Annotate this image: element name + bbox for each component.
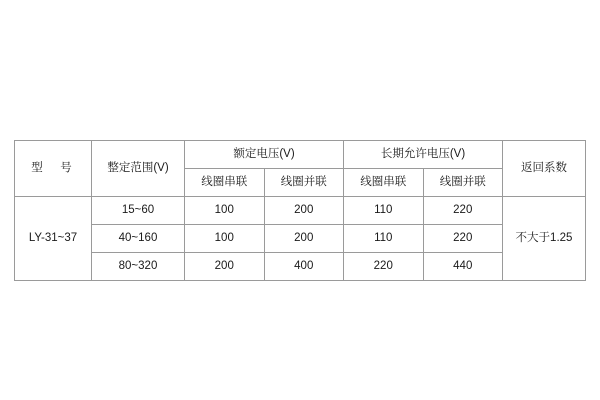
header-rated-series: 线圈串联 xyxy=(185,169,265,197)
cell-long-series-2: 220 xyxy=(344,253,424,281)
cell-rated-series-1: 100 xyxy=(185,225,265,253)
cell-model-value: LY-31~37 xyxy=(15,197,92,281)
cell-range-2: 80~320 xyxy=(92,253,185,281)
spec-table xyxy=(14,140,586,281)
cell-range-0: 15~60 xyxy=(92,197,185,225)
header-long-series: 线圈串联 xyxy=(344,169,424,197)
cell-rated-parallel-0: 200 xyxy=(264,197,344,225)
cell-long-series-1: 110 xyxy=(344,225,424,253)
header-rated-voltage: 额定电压(V) xyxy=(185,141,344,169)
header-return-coefficient: 返回系数 xyxy=(503,141,586,197)
cell-rated-parallel-2: 400 xyxy=(264,253,344,281)
cell-range-1: 40~160 xyxy=(92,225,185,253)
table-row xyxy=(15,253,586,281)
header-rated-parallel: 线圈并联 xyxy=(264,169,344,197)
cell-long-parallel-1: 220 xyxy=(423,225,503,253)
table-row xyxy=(15,197,586,225)
header-long-term-voltage: 长期允许电压(V) xyxy=(344,141,503,169)
table-row xyxy=(15,225,586,253)
spec-table-container xyxy=(14,140,586,281)
cell-long-series-0: 110 xyxy=(344,197,424,225)
header-long-parallel: 线圈并联 xyxy=(423,169,503,197)
cell-return-coefficient-value: 不大于1.25 xyxy=(503,197,586,281)
cell-rated-series-0: 100 xyxy=(185,197,265,225)
table-header-row-1 xyxy=(15,141,586,169)
cell-rated-parallel-1: 200 xyxy=(264,225,344,253)
header-model: 型 号 xyxy=(15,141,92,197)
cell-long-parallel-2: 440 xyxy=(423,253,503,281)
cell-long-parallel-0: 220 xyxy=(423,197,503,225)
cell-rated-series-2: 200 xyxy=(185,253,265,281)
header-range: 整定范围(V) xyxy=(92,141,185,197)
